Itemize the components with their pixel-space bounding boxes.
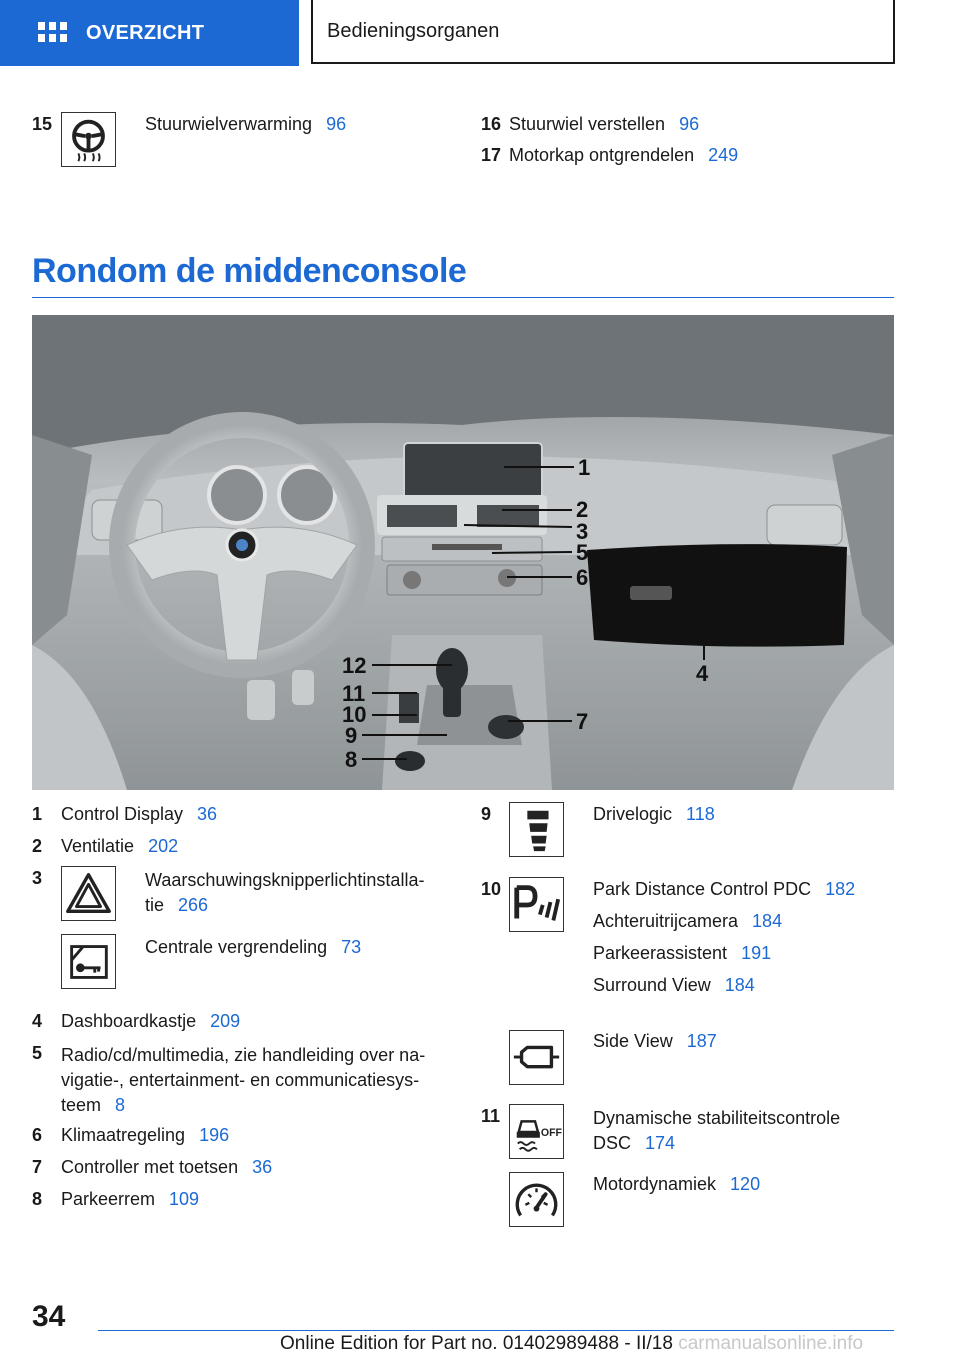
item-17-page-link[interactable]: 249: [708, 145, 739, 165]
item-9-page-link[interactable]: 118: [686, 804, 715, 824]
page-number: 34: [32, 1300, 66, 1333]
drivelogic-icon: [509, 802, 564, 857]
item-5-label-line3: teem: [61, 1095, 102, 1115]
item-15-entry: [145, 114, 346, 135]
callout-11: 11: [342, 681, 366, 706]
callout-2: 2: [576, 497, 589, 522]
item-11-label-line2: DSC: [593, 1133, 632, 1153]
item-number-9: 9: [481, 804, 492, 824]
item-17-entry: [509, 145, 738, 166]
item-4-label: Dashboardkastje: [61, 1011, 197, 1031]
engine-dynamics-label: Motordynamiek: [593, 1174, 717, 1194]
overview-tab[interactable]: [0, 0, 299, 66]
item-number-11: 11: [481, 1106, 501, 1126]
item-15-page-link[interactable]: 96: [326, 114, 347, 134]
central-locking-entry: [145, 937, 361, 958]
item-4-page-link[interactable]: 209: [210, 1011, 241, 1031]
item-7-page-link[interactable]: 36: [252, 1157, 273, 1177]
item-6-page-link[interactable]: 196: [199, 1125, 230, 1145]
heading-divider: [32, 297, 894, 298]
heated-steering-wheel-icon: [61, 112, 116, 167]
item-2-entry: [61, 836, 178, 857]
item-11-page-link[interactable]: 174: [645, 1133, 676, 1153]
item-5-entry: [61, 1043, 425, 1118]
item-1-label: Control Display: [61, 804, 184, 824]
item-number-3: 3: [32, 868, 43, 888]
callout-7: 7: [576, 709, 589, 734]
rear-camera-page-link[interactable]: 184: [752, 911, 783, 931]
side-view-entry: [593, 1031, 717, 1052]
side-view-page-link[interactable]: 187: [686, 1031, 717, 1051]
footer-watermark-text[interactable]: carmanualsonline.info: [678, 1333, 864, 1354]
item-3-entry: [145, 868, 424, 918]
section-tab-label: Bedieningsorganen: [327, 19, 500, 42]
grid-menu-icon: [38, 22, 68, 44]
callout-1: 1: [578, 455, 591, 480]
item-number-4: 4: [32, 1011, 43, 1031]
section-tab[interactable]: [311, 0, 895, 64]
surround-view-label: Surround View: [593, 975, 711, 995]
pdc-icon: [509, 877, 564, 932]
item-5-label-line2: vigatie-, entertainment- en communicatiesys-: [61, 1070, 420, 1090]
callout-3: 3: [576, 519, 589, 544]
item-16-label: Stuurwiel verstellen: [509, 114, 666, 134]
item-7-label: Controller met toetsen: [61, 1157, 239, 1177]
item-number-7: 7: [32, 1157, 43, 1177]
item-8-label: Parkeerrem: [61, 1189, 156, 1209]
side-view-camera-icon: [509, 1030, 564, 1085]
item-number-1: 1: [32, 804, 43, 824]
dashboard-illustration: [32, 315, 894, 790]
parking-assistant-label: Parkeerassistent: [593, 943, 728, 963]
section-heading: Rondom de middenconsole: [32, 252, 467, 290]
item-number-8: 8: [32, 1189, 43, 1209]
pdc-label: Park Distance Control PDC: [593, 879, 812, 899]
item-number-10: 10: [481, 879, 502, 899]
footer-edition: [280, 1333, 863, 1355]
item-6-entry: [61, 1125, 229, 1146]
rear-camera-entry: [593, 911, 782, 932]
engine-dynamics-entry: [593, 1174, 760, 1195]
item-6-label: Klimaatregeling: [61, 1125, 186, 1145]
item-17-label: Motorkap ontgrendelen: [509, 145, 695, 165]
item-5-label-line1: Radio/cd/multimedia, zie handleiding over na-: [61, 1045, 426, 1065]
callout-9: 9: [345, 723, 358, 748]
item-number-17: 17: [481, 145, 502, 165]
surround-view-page-link[interactable]: 184: [724, 975, 755, 995]
callout-10: 10: [342, 702, 367, 727]
item-16-entry: [509, 114, 699, 135]
callout-8: 8: [345, 747, 358, 772]
callout-12: 12: [342, 653, 367, 678]
callout-6: 6: [576, 565, 589, 590]
dsc-off-icon-text: OFF: [540, 1126, 563, 1139]
callout-4: 4: [696, 661, 709, 686]
item-5-page-link[interactable]: 8: [115, 1095, 126, 1115]
item-15-label: Stuurwielverwarming: [145, 114, 313, 134]
item-number-6: 6: [32, 1125, 43, 1145]
top-navigation-bar: [0, 0, 960, 66]
item-11-entry: [593, 1106, 840, 1156]
item-11-label-line1: Dynamische stabiliteitscontrole: [593, 1108, 841, 1128]
item-number-16: 16: [481, 114, 502, 134]
item-4-entry: [61, 1011, 240, 1032]
item-16-page-link[interactable]: 96: [679, 114, 700, 134]
side-view-label: Side View: [593, 1031, 673, 1051]
engine-dynamics-page-link[interactable]: 120: [730, 1174, 761, 1194]
rear-camera-label: Achteruitrijcamera: [593, 911, 739, 931]
item-1-page-link[interactable]: 36: [197, 804, 218, 824]
footer-divider: [98, 1330, 894, 1331]
footer-edition-text: Online Edition for Part no. 01402989488 - II/18: [280, 1333, 673, 1354]
pdc-page-link[interactable]: 182: [825, 879, 856, 899]
item-7-entry: [61, 1157, 272, 1178]
item-number-2: 2: [32, 836, 43, 856]
item-10-pdc-entry: [593, 879, 855, 900]
item-3-label-line2: tie: [145, 895, 165, 915]
item-3-page-link[interactable]: 266: [178, 895, 209, 915]
dsc-off-icon: [509, 1104, 564, 1159]
item-2-page-link[interactable]: 202: [148, 836, 179, 856]
overview-tab-label: OVERZICHT: [86, 21, 205, 44]
item-2-label: Ventilatie: [61, 836, 135, 856]
item-number-15: 15: [32, 114, 53, 134]
hazard-warning-icon: [61, 866, 116, 921]
engine-dynamics-icon: [509, 1172, 564, 1227]
surround-view-entry: [593, 975, 755, 996]
item-1-entry: [61, 804, 217, 825]
item-9-entry: [593, 804, 715, 825]
central-locking-icon: [61, 934, 116, 989]
parking-assistant-entry: [593, 943, 771, 964]
central-locking-label: Centrale vergrendeling: [145, 937, 328, 957]
callout-5: 5: [576, 540, 589, 565]
item-8-page-link[interactable]: 109: [169, 1189, 200, 1209]
item-9-label: Drivelogic: [593, 804, 673, 824]
item-number-5: 5: [32, 1043, 43, 1063]
item-8-entry: [61, 1189, 199, 1210]
central-locking-page-link[interactable]: 73: [341, 937, 362, 957]
item-3-label-line1: Waarschuwingsknipperlichtinstalla-: [145, 870, 425, 890]
parking-assistant-page-link[interactable]: 191: [741, 943, 772, 963]
